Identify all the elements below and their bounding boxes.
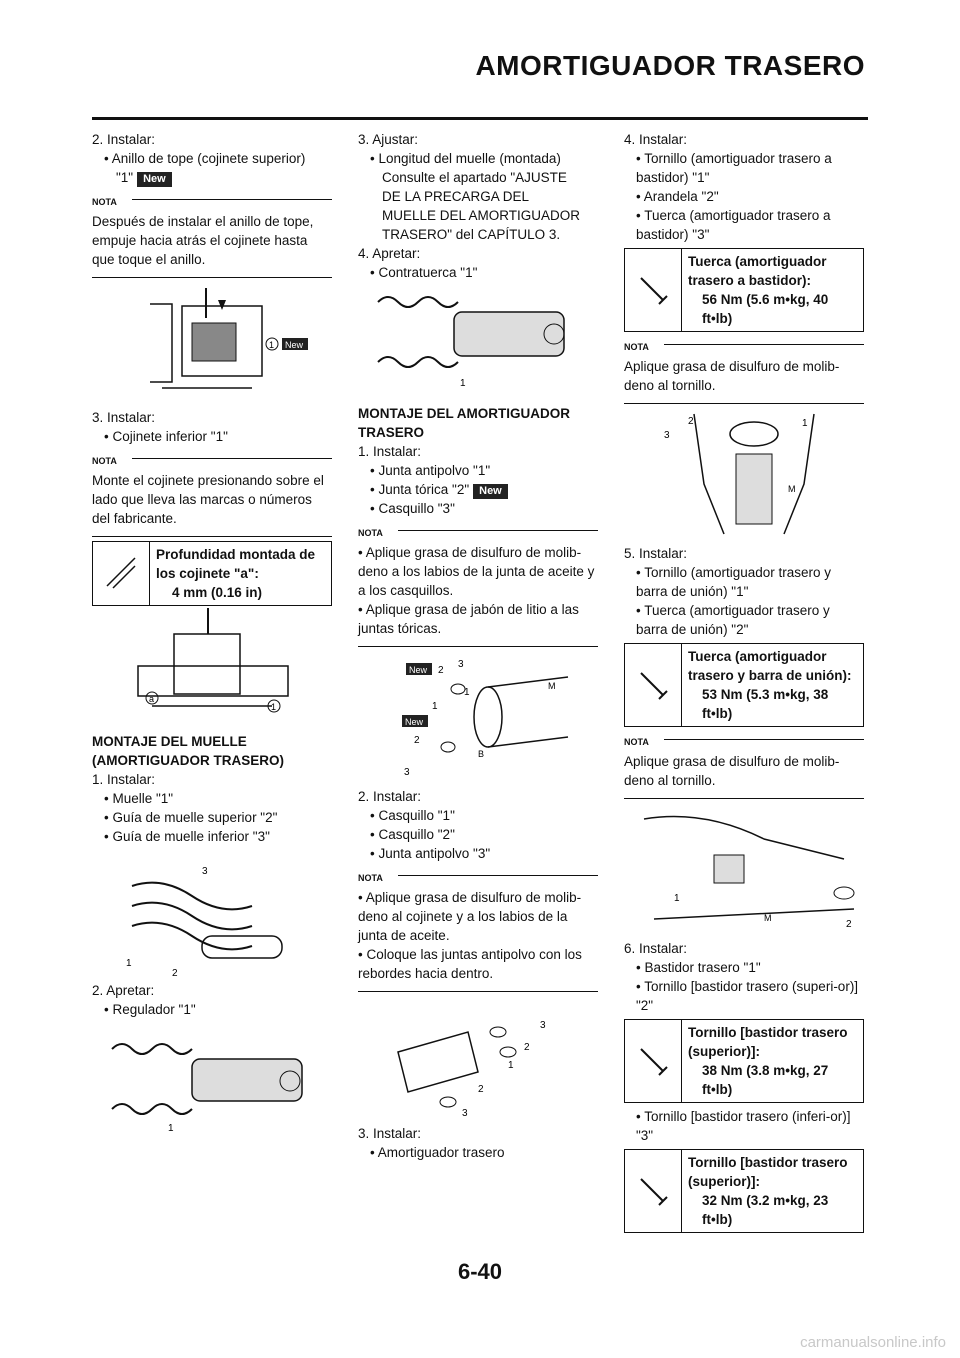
step-text: 6. Instalar:	[624, 941, 688, 956]
nota-label: NOTA	[92, 456, 117, 466]
spring-install-figure	[92, 846, 332, 981]
grease-mark-M: M	[548, 681, 556, 691]
nota-rule	[398, 875, 598, 876]
nota-text: • Aplique grasa de jabón de litio a las juntas tóricas.	[358, 600, 598, 638]
locknut-figure	[358, 282, 598, 398]
column-3	[624, 130, 864, 1233]
new-badge: New	[409, 665, 428, 675]
step-text: 4. Instalar:	[624, 132, 688, 147]
nota-end-rule	[624, 798, 864, 799]
nota-block	[358, 869, 598, 992]
torque-wrench-icon	[625, 1150, 682, 1232]
spec-value: ft•lb)	[702, 706, 733, 721]
nota-end-rule	[358, 646, 598, 647]
bullet-item: • Tuerca (amortiguador trasero y barra de unión) "2"	[636, 601, 864, 639]
callout-1: 1	[508, 1060, 514, 1071]
bullet-continuation: "1" New	[116, 168, 332, 187]
lower-mount-figure	[624, 799, 864, 939]
spec-value: 32 Nm (3.2 m•kg, 23	[702, 1193, 829, 1208]
spec-value: 4 mm (0.16 in)	[172, 585, 263, 600]
spec-value: ft•lb)	[702, 1212, 733, 1227]
bullet-item: • Junta antipolvo "1"	[370, 461, 598, 480]
callout-1: 1	[432, 701, 438, 712]
new-badge: New	[137, 172, 172, 187]
torque-wrench-icon	[625, 249, 682, 331]
bullet-item: • Guía de muelle superior "2"	[104, 808, 332, 827]
nota-text: Aplique grasa de disulfuro de molib-deno al tornillo.	[624, 359, 840, 393]
nota-end-rule	[92, 277, 332, 278]
nota-rule	[132, 199, 332, 200]
upper-mount-figure	[624, 404, 864, 544]
nota-end-rule	[92, 536, 332, 537]
callout-2: 2	[172, 968, 178, 979]
step-text: 5. Instalar:	[624, 546, 688, 561]
spec-line: (superior)]:	[688, 1044, 760, 1059]
nota-label: NOTA	[624, 737, 649, 747]
callout-1: 1	[168, 1123, 174, 1134]
bullet-item: • Tornillo [bastidor trasero (superi-or)] "2"	[636, 977, 864, 1015]
spec-box	[92, 541, 332, 606]
grease-mark-M: M	[764, 913, 772, 923]
nota-text: Monte el cojinete presionando sobre el lado que lleva las marcas o números del fabricante.	[92, 473, 324, 526]
bullet-item: • Arandela "2"	[636, 187, 864, 206]
bullet-continuation: MUELLE DEL AMORTIGUADOR	[382, 208, 581, 223]
callout-3: 3	[404, 767, 410, 778]
seal-exploded-figure	[358, 647, 598, 787]
spec-value: ft•lb)	[702, 311, 733, 326]
nota-text: • Aplique grasa de disulfuro de molib-deno a los labios de la junta de aceite y a los casquillos.	[358, 543, 598, 600]
bullet-item: • Tornillo (amortiguador trasero y barra de unión) "1"	[636, 563, 864, 601]
callout-3: 3	[458, 659, 464, 670]
bullet-item: • Amortiguador trasero	[370, 1143, 598, 1162]
nota-end-rule	[358, 991, 598, 992]
step-text: 1. Instalar:	[358, 444, 422, 459]
step-text: 3. Instalar:	[92, 410, 156, 425]
callout-3: 3	[202, 866, 208, 877]
step-text: 4. Apretar:	[358, 246, 421, 261]
spec-line: trasero a bastidor):	[688, 273, 812, 288]
bullet-item: • Junta tórica "2" New	[370, 480, 598, 499]
callout-2: 2	[438, 665, 444, 676]
callout-3: 3	[664, 430, 670, 441]
bullet-item: • Guía de muelle inferior "3"	[104, 827, 332, 846]
nota-rule	[132, 458, 332, 459]
bearing-depth-figure	[92, 606, 332, 726]
nota-text: • Coloque las juntas antipolvo con los rebordes hacia dentro.	[358, 945, 598, 983]
nota-text: Después de instalar el anillo de tope, empuje hacia atrás el cojinete hasta que toque el anillo.	[92, 214, 314, 267]
page-title: AMORTIGUADOR TRASERO	[475, 50, 865, 81]
bullet-item: • Casquillo "3"	[370, 499, 598, 518]
callout-1: 1	[464, 687, 470, 698]
bullet-continuation: DE LA PRECARGA DEL	[382, 189, 530, 204]
bullet-item: • Muelle "1"	[104, 789, 332, 808]
spec-box	[624, 1149, 864, 1233]
bearing-install-figure	[92, 278, 332, 408]
nota-label: NOTA	[358, 873, 383, 883]
step-text: 2. Instalar:	[358, 789, 422, 804]
step-text: 1. Instalar:	[92, 772, 156, 787]
heading-line: MONTAJE DEL AMORTIGUADOR	[358, 406, 570, 421]
section-heading	[358, 404, 598, 442]
bullet-item: • Casquillo "2"	[370, 825, 598, 844]
watermark: carmanualsonline.info	[800, 1334, 946, 1351]
torque-wrench-icon	[625, 644, 682, 726]
grease-mark-B: B	[478, 749, 485, 759]
nota-block	[624, 338, 864, 404]
callout-2: 2	[414, 735, 420, 746]
callout-a: a	[149, 694, 155, 704]
header-rule	[92, 117, 868, 120]
nota-block	[92, 193, 332, 278]
step-text: 3. Ajustar:	[358, 132, 419, 147]
step-text: 2. Apretar:	[92, 983, 155, 998]
spec-value: ft•lb)	[702, 1082, 733, 1097]
callout-1: 1	[269, 340, 275, 350]
step-text: 3. Instalar:	[358, 1126, 422, 1141]
callout-3: 3	[462, 1108, 468, 1119]
bullet-continuation: TRASERO" del CAPÍTULO 3.	[382, 227, 561, 242]
bullet-item: • Tuerca (amortiguador trasero a bastidor) "3"	[636, 206, 864, 244]
spec-line: Tornillo [bastidor trasero	[688, 1025, 848, 1040]
bullet-item: • Casquillo "1"	[370, 806, 598, 825]
spec-line: los cojinete "a":	[156, 566, 259, 581]
heading-line: (AMORTIGUADOR TRASERO)	[92, 753, 284, 768]
nota-block	[358, 524, 598, 647]
step-text: 2. Instalar:	[92, 132, 156, 147]
spec-value: 38 Nm (3.8 m•kg, 27	[702, 1063, 829, 1078]
spec-value: 53 Nm (5.3 m•kg, 38	[702, 687, 829, 702]
nota-label: NOTA	[358, 528, 383, 538]
bullet-item: • Tornillo [bastidor trasero (inferi-or)] "3"	[636, 1107, 864, 1145]
bullet-item: • Anillo de tope (cojinete superior)	[104, 149, 332, 168]
nota-label: NOTA	[624, 342, 649, 352]
spec-box	[624, 1019, 864, 1103]
bullet-item: • Longitud del muelle (montada)	[370, 149, 598, 168]
bullet-item: • Cojinete inferior "1"	[104, 427, 332, 446]
new-badge: New	[405, 717, 424, 727]
nota-block	[624, 733, 864, 799]
page-number: 6-40	[457, 1259, 503, 1284]
spec-line: Tuerca (amortiguador	[688, 649, 827, 664]
bullet-item: • Junta antipolvo "3"	[370, 844, 598, 863]
new-badge: New	[473, 484, 508, 499]
callout-2: 2	[846, 919, 852, 930]
nota-rule	[664, 344, 864, 345]
callout-1: 1	[802, 418, 808, 429]
spec-line: Tornillo [bastidor trasero	[688, 1155, 848, 1170]
callout-2: 2	[688, 416, 694, 427]
spec-line: Profundidad montada de	[156, 547, 316, 562]
nota-rule	[664, 739, 864, 740]
callout-1: 1	[460, 378, 466, 389]
callout-2: 2	[524, 1042, 530, 1053]
grease-mark-M: M	[788, 484, 796, 494]
spec-value: 56 Nm (5.6 m•kg, 40	[702, 292, 829, 307]
spec-box	[624, 643, 864, 727]
column-2	[358, 130, 598, 1162]
bullet-item: • Tornillo (amortiguador trasero a bastidor) "1"	[636, 149, 864, 187]
spec-line: trasero y barra de unión):	[688, 668, 852, 683]
heading-line: MONTAJE DEL MUELLE	[92, 734, 247, 749]
bullet-item: • Contratuerca "1"	[370, 263, 598, 282]
bushing-exploded-figure	[358, 992, 598, 1124]
new-badge: New	[285, 340, 304, 350]
nota-text: • Aplique grasa de disulfuro de molib-deno al cojinete y a los labios de la junta de aceite.	[358, 888, 598, 945]
callout-1: 1	[674, 893, 680, 904]
spec-line: Tuerca (amortiguador	[688, 254, 827, 269]
adjuster-figure	[92, 1019, 332, 1139]
heading-line: TRASERO	[358, 425, 425, 440]
spec-line: (superior)]:	[688, 1174, 760, 1189]
caliper-icon	[93, 542, 150, 605]
bullet-continuation: Consulte el apartado "AJUSTE	[382, 170, 567, 185]
nota-label: NOTA	[92, 197, 117, 207]
column-1	[92, 130, 332, 1139]
torque-wrench-icon	[625, 1020, 682, 1102]
callout-3: 3	[540, 1020, 546, 1031]
callout-1: 1	[271, 702, 277, 712]
callout-1: 1	[126, 958, 132, 969]
nota-block	[92, 452, 332, 537]
callout-2: 2	[478, 1084, 484, 1095]
section-heading	[92, 732, 332, 770]
bullet-item: • Bastidor trasero "1"	[636, 958, 864, 977]
nota-rule	[398, 530, 598, 531]
nota-text: Aplique grasa de disulfuro de molib-deno al tornillo.	[624, 754, 840, 788]
spec-box	[624, 248, 864, 332]
bullet-item: • Regulador "1"	[104, 1000, 332, 1019]
nota-end-rule	[624, 403, 864, 404]
